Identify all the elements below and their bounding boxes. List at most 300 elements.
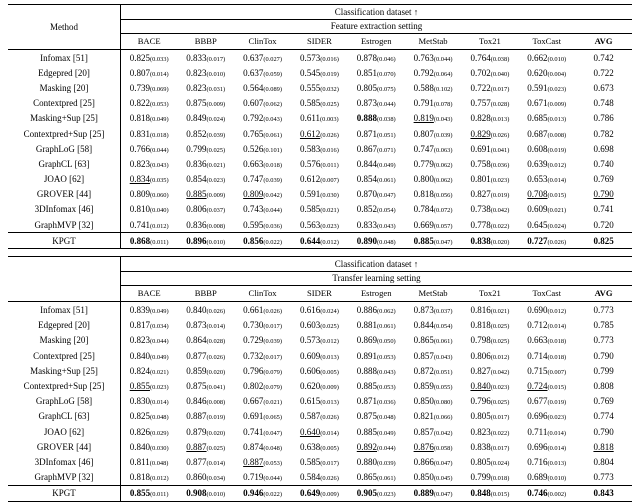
metric-cell: 0.766(0.044) (121, 141, 178, 156)
metric-cell: 0.839(0.049) (121, 302, 178, 318)
metric-cell: 0.573(0.016) (299, 52, 339, 63)
metric-cell: 0.798(0.025) (470, 335, 510, 346)
metric-cell: 0.865(0.061) (413, 335, 453, 346)
metric-cell: 0.896(0.010) (186, 235, 226, 246)
setting-header: Feature extraction setting (121, 20, 633, 34)
table-row (8, 378, 632, 393)
metric-cell: 0.719(0.044) (243, 472, 283, 483)
metric-cell: 0.747(0.039) (243, 174, 283, 185)
metric-cell: 0.773 (593, 472, 614, 483)
method-name: Masking [20] (39, 82, 89, 93)
results-table-feature-extraction (8, 4, 632, 249)
metric-cell: 0.857(0.043) (413, 350, 453, 361)
metric-cell: 0.685(0.013) (527, 113, 567, 124)
metric-cell: 0.711(0.014) (527, 426, 566, 437)
metric-cell: 0.852(0.054) (356, 204, 396, 215)
col-header-toxcast: ToxCast (532, 288, 561, 299)
table-row (8, 50, 632, 66)
metric-cell: 0.609(0.021) (527, 204, 567, 215)
metric-cell: 0.612(0.007) (299, 174, 339, 185)
method-name: JOAO [62] (43, 174, 85, 185)
col-header-metstab: MetStab (418, 288, 448, 299)
method-name: Contextpred+Sup [25] (23, 128, 105, 139)
metric-cell: 0.805(0.075) (356, 82, 396, 93)
metric-cell: 0.702(0.040) (470, 67, 510, 78)
metric-cell: 0.583(0.016) (299, 143, 339, 154)
metric-cell: 0.885(0.009) (186, 189, 226, 200)
col-header-tox21: Tox21 (478, 36, 501, 46)
metric-cell: 0.818(0.025) (470, 320, 510, 331)
table-row (8, 318, 632, 333)
table-row (8, 233, 632, 249)
metric-cell: 0.851(0.070) (356, 67, 396, 78)
method-name: KPGT (52, 488, 76, 499)
metric-cell: 0.573(0.012) (299, 335, 339, 346)
metric-cell: 0.637(0.059) (243, 67, 283, 78)
method-name: 3DInfomax [46] (34, 456, 94, 467)
metric-cell: 0.827(0.042) (470, 365, 510, 376)
metric-cell: 0.873(0.014) (186, 320, 226, 331)
metric-cell: 0.696(0.014) (527, 441, 567, 452)
metric-cell: 0.890(0.048) (356, 235, 396, 246)
metric-cell: 0.784(0.072) (413, 204, 453, 215)
metric-cell: 0.584(0.026) (299, 472, 339, 483)
metric-cell: 0.888(0.043) (356, 365, 396, 376)
metric-cell: 0.661(0.026) (243, 305, 283, 316)
metric-cell: 0.758(0.036) (470, 158, 510, 169)
metric-cell: 0.588(0.102) (413, 82, 453, 93)
metric-cell: 0.616(0.024) (299, 305, 339, 316)
metric-cell: 0.799 (593, 365, 614, 376)
metric-cell: 0.796(0.025) (470, 396, 510, 407)
metric-cell: 0.802(0.079) (243, 380, 283, 391)
table-row (8, 156, 632, 171)
metric-cell: 0.854(0.061) (356, 174, 396, 185)
method-name: GROVER [44] (36, 441, 92, 452)
table-row (8, 348, 632, 363)
col-header-clintox: ClinTox (248, 288, 277, 299)
setting-header: Transfer learning setting (121, 272, 633, 286)
metric-cell: 0.763(0.044) (413, 52, 453, 63)
metric-cell: 0.848(0.015) (470, 488, 510, 499)
metric-cell: 0.741(0.047) (243, 426, 283, 437)
metric-cell: 0.805(0.017) (470, 411, 510, 422)
metric-cell: 0.887(0.025) (186, 441, 226, 452)
metric-cell: 0.729(0.039) (243, 335, 283, 346)
metric-cell: 0.822(0.053) (121, 96, 178, 111)
method-name: 3DInfomax [46] (34, 204, 94, 215)
method-name: Contextpred+Sup [25] (23, 380, 105, 391)
col-header-bbbp: BBBP (194, 36, 217, 46)
metric-cell: 0.808 (593, 380, 614, 391)
metric-cell: 0.946(0.022) (243, 488, 283, 499)
metric-cell: 0.840(0.030) (121, 439, 178, 454)
method-name: Masking+Sup [25] (30, 113, 98, 124)
metric-cell: 0.873(0.044) (356, 98, 396, 109)
metric-cell: 0.859(0.055) (413, 380, 453, 391)
metric-cell: 0.818(0.049) (121, 111, 178, 126)
metric-cell: 0.856(0.022) (243, 235, 283, 246)
metric-cell: 0.829(0.026) (470, 128, 510, 139)
method-name: Contextpred [25] (33, 98, 95, 109)
metric-cell: 0.644(0.012) (299, 235, 339, 246)
col-header-estrogen: Estrogen (360, 288, 392, 299)
method-name: Infomax [51] (40, 52, 88, 63)
metric-cell: 0.885(0.053) (356, 380, 396, 391)
metric-cell: 0.653(0.014) (527, 174, 567, 185)
method-name: Infomax [51] (40, 305, 88, 316)
metric-cell: 0.637(0.027) (243, 52, 283, 63)
metric-cell: 0.591(0.023) (527, 82, 567, 93)
metric-cell: 0.585(0.017) (299, 456, 339, 467)
metric-cell: 0.708(0.015) (527, 189, 567, 200)
metric-cell: 0.875(0.048) (356, 411, 396, 422)
metric-cell: 0.732(0.017) (243, 350, 283, 361)
metric-cell: 0.871(0.036) (356, 396, 396, 407)
metric-cell: 0.611(0.003) (300, 113, 339, 124)
metric-cell: 0.870(0.047) (356, 189, 396, 200)
metric-cell: 0.715(0.007) (527, 365, 567, 376)
metric-cell: 0.817(0.034) (121, 318, 178, 333)
metric-cell: 0.880(0.039) (356, 456, 396, 467)
metric-cell: 0.741(0.012) (121, 217, 178, 233)
table-row (8, 424, 632, 439)
metric-cell: 0.885(0.047) (413, 235, 453, 246)
metric-cell: 0.824(0.021) (121, 363, 178, 378)
metric-cell: 0.908(0.010) (186, 488, 226, 499)
method-name: GraphMVP [32] (34, 219, 94, 230)
metric-cell: 0.831(0.018) (121, 126, 178, 141)
metric-cell: 0.879(0.020) (186, 426, 226, 437)
metric-cell: 0.905(0.023) (356, 488, 396, 499)
metric-cell: 0.876(0.058) (413, 441, 453, 452)
metric-cell: 0.840(0.023) (470, 380, 510, 391)
metric-cell: 0.645(0.024) (527, 219, 567, 230)
metric-cell: 0.698 (593, 143, 614, 154)
metric-cell: 0.640(0.014) (299, 426, 339, 437)
method-name: KPGT (52, 235, 76, 246)
table-row (8, 485, 632, 501)
metric-cell: 0.742 (593, 52, 614, 63)
method-column-header-empty (8, 257, 121, 302)
metric-cell: 0.811(0.048) (121, 454, 178, 469)
metric-cell: 0.716(0.013) (527, 456, 567, 467)
metric-cell: 0.722(0.017) (470, 82, 510, 93)
metric-cell: 0.639(0.012) (527, 158, 567, 169)
metric-cell: 0.743(0.044) (243, 204, 283, 215)
metric-cell: 0.765(0.061) (243, 128, 283, 139)
col-header-metstab: MetStab (418, 36, 448, 46)
table-row (8, 141, 632, 156)
table-row (8, 96, 632, 111)
col-header-bbbp: BBBP (194, 288, 217, 299)
metric-cell: 0.689(0.010) (527, 472, 567, 483)
metric-cell: 0.833(0.017) (186, 52, 226, 63)
metric-cell: 0.671(0.009) (527, 98, 567, 109)
metric-cell: 0.606(0.005) (299, 365, 339, 376)
metric-cell: 0.804 (593, 456, 614, 467)
method-name: GraphMVP [32] (34, 472, 94, 483)
metric-cell: 0.667(0.021) (243, 396, 283, 407)
group-header: Classification dataset ↑ (121, 5, 633, 20)
metric-cell: 0.790 (593, 350, 614, 361)
metric-cell: 0.864(0.028) (186, 335, 226, 346)
table-row (8, 470, 632, 486)
metric-cell: 0.875(0.041) (186, 380, 226, 391)
metric-cell: 0.874(0.048) (243, 441, 283, 452)
metric-cell: 0.782 (593, 128, 614, 139)
metric-cell: 0.722 (593, 67, 614, 78)
metric-cell: 0.840(0.049) (121, 348, 178, 363)
metric-cell: 0.727(0.026) (527, 235, 567, 246)
metric-cell: 0.677(0.019) (527, 396, 567, 407)
method-name: GraphCL [63] (38, 411, 90, 422)
metric-cell: 0.691(0.041) (470, 143, 510, 154)
table-row (8, 217, 632, 233)
metric-cell: 0.585(0.025) (299, 98, 339, 109)
metric-cell: 0.825 (593, 235, 614, 246)
col-header-estrogen: Estrogen (360, 36, 392, 46)
col-header-toxcast: ToxCast (532, 36, 561, 46)
metric-cell: 0.810(0.040) (121, 202, 178, 217)
table-row (8, 172, 632, 187)
metric-cell: 0.800(0.062) (413, 174, 453, 185)
method-name: GraphCL [63] (38, 158, 90, 169)
metric-cell: 0.823(0.022) (470, 426, 510, 437)
col-header-tox21: Tox21 (478, 288, 501, 299)
metric-cell: 0.774 (593, 411, 614, 422)
metric-cell: 0.769 (593, 174, 614, 185)
metric-cell: 0.741 (593, 204, 614, 215)
col-header-sider: SIDER (306, 288, 332, 299)
metric-cell: 0.687(0.008) (527, 128, 567, 139)
method-name: JOAO [62] (43, 426, 85, 437)
metric-cell: 0.859(0.020) (186, 365, 226, 376)
method-name: Edgepred [20] (38, 67, 90, 78)
metric-cell: 0.612(0.026) (299, 128, 339, 139)
metric-cell: 0.849(0.024) (186, 113, 226, 124)
metric-cell: 0.844(0.049) (356, 158, 396, 169)
metric-cell: 0.818 (593, 441, 614, 452)
metric-cell: 0.615(0.013) (299, 396, 339, 407)
metric-cell: 0.799(0.025) (186, 143, 226, 154)
metric-cell: 0.877(0.014) (186, 456, 226, 467)
table-row (8, 302, 632, 318)
metric-cell: 0.690(0.012) (527, 305, 567, 316)
metric-cell: 0.563(0.023) (299, 219, 339, 230)
metric-cell: 0.746(0.002) (527, 488, 567, 499)
metric-cell: 0.850(0.045) (413, 472, 453, 483)
metric-cell: 0.696(0.023) (527, 411, 567, 422)
method-column-header: Method (50, 22, 78, 32)
method-name: Contextpred [25] (33, 350, 95, 361)
metric-cell: 0.830(0.014) (121, 394, 178, 409)
metric-cell: 0.792(0.043) (243, 113, 283, 124)
col-header-clintox: ClinTox (248, 36, 277, 46)
metric-cell: 0.801(0.023) (470, 174, 510, 185)
metric-cell: 0.673 (593, 82, 614, 93)
metric-cell: 0.855(0.023) (121, 378, 178, 393)
metric-cell: 0.825(0.033) (121, 50, 178, 66)
metric-cell: 0.871(0.051) (356, 128, 396, 139)
metric-cell: 0.827(0.019) (470, 189, 510, 200)
metric-cell: 0.887(0.019) (186, 411, 226, 422)
metric-cell: 0.825(0.048) (121, 409, 178, 424)
table-row (8, 202, 632, 217)
metric-cell: 0.791(0.078) (413, 98, 453, 109)
metric-cell: 0.881(0.061) (356, 320, 396, 331)
metric-cell: 0.806(0.037) (186, 204, 226, 215)
metric-cell: 0.714(0.018) (527, 350, 567, 361)
metric-cell: 0.779(0.062) (413, 158, 453, 169)
metric-cell: 0.823(0.031) (186, 82, 226, 93)
metric-cell: 0.819(0.043) (413, 113, 453, 124)
metric-cell: 0.809(0.060) (121, 187, 178, 202)
method-name: Edgepred [20] (38, 320, 90, 331)
metric-cell: 0.818(0.056) (413, 189, 453, 200)
metric-cell: 0.555(0.032) (299, 82, 339, 93)
metric-cell: 0.891(0.053) (356, 350, 396, 361)
table-row (8, 409, 632, 424)
metric-cell: 0.854(0.023) (186, 174, 226, 185)
col-header-bace: BACE (121, 34, 178, 50)
metric-cell: 0.585(0.021) (299, 204, 339, 215)
metric-cell: 0.663(0.018) (243, 158, 283, 169)
metric-cell: 0.889(0.047) (413, 488, 453, 499)
col-header-avg: AVG (594, 288, 613, 299)
metric-cell: 0.888(0.038) (356, 113, 396, 124)
metric-cell: 0.730(0.017) (243, 320, 283, 331)
metric-cell: 0.855(0.011) (121, 485, 178, 501)
metric-cell: 0.872(0.051) (413, 365, 453, 376)
metric-cell: 0.886(0.062) (356, 305, 396, 316)
metric-cell: 0.691(0.065) (243, 411, 283, 422)
metric-cell: 0.526(0.101) (243, 143, 283, 154)
metric-cell: 0.607(0.062) (243, 98, 283, 109)
metric-cell: 0.878(0.046) (356, 52, 396, 63)
table-row (8, 439, 632, 454)
table-row (8, 333, 632, 348)
col-header-avg: AVG (594, 36, 613, 46)
metric-cell: 0.833(0.043) (356, 219, 396, 230)
metric-cell: 0.620(0.009) (299, 380, 339, 391)
metric-cell: 0.747(0.063) (413, 143, 453, 154)
method-name: GraphLoG [58] (35, 143, 93, 154)
metric-cell: 0.662(0.010) (527, 52, 567, 63)
metric-cell: 0.595(0.036) (243, 219, 283, 230)
metric-cell: 0.740 (593, 158, 614, 169)
metric-cell: 0.669(0.057) (413, 219, 453, 230)
metric-cell: 0.790 (593, 189, 614, 200)
metric-cell: 0.806(0.012) (470, 350, 510, 361)
metric-cell: 0.852(0.039) (186, 128, 226, 139)
method-name: GraphLoG [58] (35, 396, 93, 407)
metric-cell: 0.875(0.009) (186, 98, 226, 109)
metric-cell: 0.836(0.008) (186, 219, 226, 230)
metric-cell: 0.867(0.071) (356, 143, 396, 154)
metric-cell: 0.738(0.042) (470, 204, 510, 215)
metric-cell: 0.796(0.079) (243, 365, 283, 376)
metric-cell: 0.868(0.011) (121, 233, 178, 249)
col-header-bace: BACE (121, 286, 178, 302)
metric-cell: 0.545(0.019) (299, 67, 339, 78)
metric-cell: 0.838(0.017) (470, 441, 510, 452)
metric-cell: 0.739(0.069) (121, 80, 178, 95)
metric-cell: 0.887(0.053) (243, 456, 283, 467)
table-row (8, 126, 632, 141)
metric-cell: 0.866(0.047) (413, 456, 453, 467)
metric-cell: 0.724(0.015) (527, 380, 567, 391)
metric-cell: 0.757(0.028) (470, 98, 510, 109)
metric-cell: 0.846(0.008) (186, 396, 226, 407)
metric-cell: 0.836(0.021) (186, 158, 226, 169)
metric-cell: 0.720 (593, 219, 614, 230)
metric-cell: 0.860(0.034) (186, 472, 226, 483)
metric-cell: 0.807(0.014) (121, 65, 178, 80)
metric-cell: 0.576(0.011) (300, 158, 339, 169)
table-row (8, 394, 632, 409)
metric-cell: 0.877(0.026) (186, 350, 226, 361)
metric-cell: 0.805(0.024) (470, 456, 510, 467)
table-row (8, 363, 632, 378)
metric-cell: 0.844(0.054) (413, 320, 453, 331)
metric-cell: 0.773 (593, 305, 614, 316)
metric-cell: 0.834(0.035) (121, 172, 178, 187)
metric-cell: 0.821(0.066) (413, 411, 453, 422)
method-name: Masking [20] (39, 335, 89, 346)
table-row (8, 80, 632, 95)
metric-cell: 0.892(0.044) (356, 441, 396, 452)
metric-cell: 0.823(0.043) (121, 156, 178, 171)
metric-cell: 0.591(0.030) (299, 189, 339, 200)
metric-cell: 0.818(0.012) (121, 470, 178, 486)
metric-cell: 0.564(0.089) (243, 82, 283, 93)
results-table-transfer-learning (8, 256, 632, 501)
metric-cell: 0.799(0.018) (470, 472, 510, 483)
metric-cell: 0.807(0.039) (413, 128, 453, 139)
metric-cell: 0.840(0.026) (186, 305, 226, 316)
metric-cell: 0.620(0.004) (527, 67, 567, 78)
metric-cell: 0.843 (593, 488, 614, 499)
table-row (8, 65, 632, 80)
metric-cell: 0.823(0.010) (186, 67, 226, 78)
col-header-sider: SIDER (306, 36, 332, 46)
metric-cell: 0.769 (593, 396, 614, 407)
metric-cell: 0.826(0.029) (121, 424, 178, 439)
metric-cell: 0.748 (593, 98, 614, 109)
metric-cell: 0.816(0.021) (470, 305, 510, 316)
metric-cell: 0.790 (593, 426, 614, 437)
metric-cell: 0.823(0.044) (121, 333, 178, 348)
metric-cell: 0.828(0.013) (470, 113, 510, 124)
metric-cell: 0.773 (593, 335, 614, 346)
metric-cell: 0.764(0.038) (470, 52, 510, 63)
metric-cell: 0.778(0.022) (470, 219, 510, 230)
metric-cell: 0.785 (593, 320, 614, 331)
table-separator (8, 249, 632, 256)
metric-cell: 0.869(0.050) (356, 335, 396, 346)
metric-cell: 0.838(0.020) (470, 235, 510, 246)
metric-cell: 0.809(0.042) (243, 189, 283, 200)
metric-cell: 0.850(0.080) (413, 396, 453, 407)
method-name: Masking+Sup [25] (30, 365, 98, 376)
metric-cell: 0.609(0.013) (299, 350, 339, 361)
metric-cell: 0.786 (593, 113, 614, 124)
metric-cell: 0.603(0.025) (299, 320, 339, 331)
table-row (8, 111, 632, 126)
table-row (8, 187, 632, 202)
metric-cell: 0.873(0.037) (413, 305, 453, 316)
